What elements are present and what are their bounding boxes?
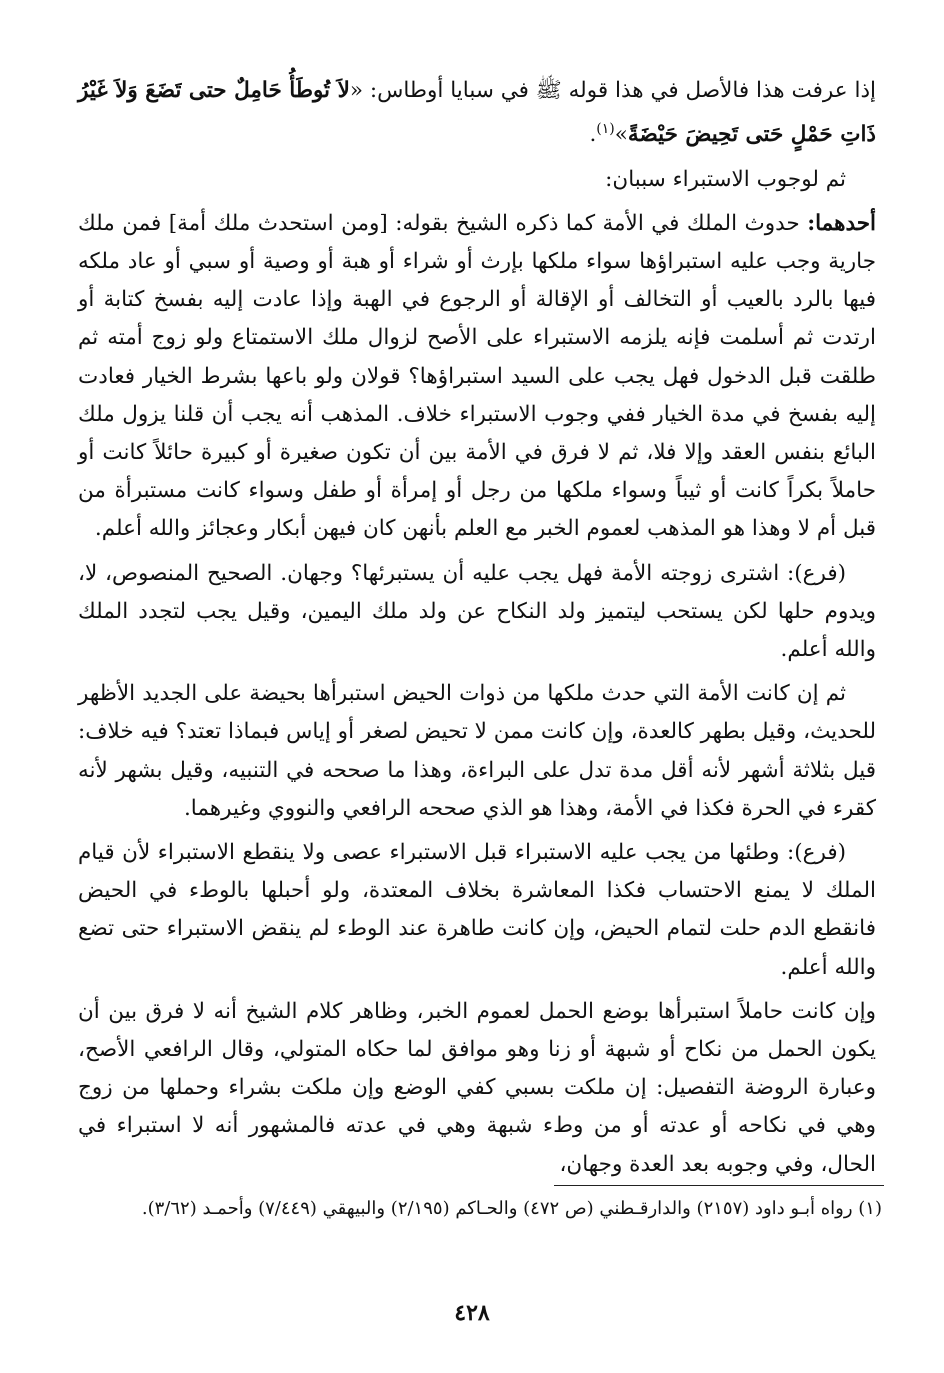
hadith-quote: لاَ تُوطَأُ حَامِلٌ حتى تَضَعَ وَلاَ غَيْرُ ذَاتِ حَمْلٍ حَتى تَحِيضَ حَيْضَةً	[78, 78, 876, 148]
paragraph-pregnancy: وإن كانت حاملاً استبرأها بوضع الحمل لعموم الخبر، وظاهر كلام الشيخ أنه لا فرق بين أن يكون الحمل من نكاح أو شبهة أو زنا وهو موافق لما حكاه المتولي، وقال الرافعي الأصح، وعبارة الروضة التفصيل: إن ملكت بسبي كفي الوضع وإن ملكت بشراء وحملها من زوج وهي في نكاحه أو عدته أو من وطء شبهة وهي في عدته فالمشهور أنه لا استبراء في الحال، وفي وجوبه بعد العدة وجهان،	[78, 998, 876, 1177]
footnote-marker[interactable]: (١)	[596, 121, 615, 138]
paragraph-branch-intercourse: (فرع): وطئها من يجب عليه الاستبراء قبل الاستبراء عصى ولا ينقطع الاستبراء لأن قيام الملك لا يمنع الاحتساب فكذا المعاشرة بخلاف المعتدة، ولو أحبلها بالوطء في الحيض فانقطع الدم حلت لتمام الحيض، وإن كانت طاهرة عند الوطء لم ينقض الاستبراء حتى تضع والله أعلم.	[78, 840, 876, 980]
paragraph-opening	[78, 72, 876, 155]
page-number: ٤٢٨	[454, 1300, 490, 1326]
paragraph-menstruation: ثم إن كانت الأمة التي حدث ملكها من ذوات الحيض استبرأها بحيضة على الجديد الأظهر للحديث، وقيل بطهر كالعدة، وإن كانت ممن لا تحيض لصغر أو إياس فبماذا تعتد؟ فيه خلاف: قيل بثلاثة أشهر لأنه أقل مدة تدل على البراءة، وهذا ما صححه في التنبيه، وقيل بشهر لأنه كقرء في الحرة فكذا في الأمة، وهذا هو الذي صححه الرافعي والنووي وغيرهما.	[77, 681, 876, 821]
paragraph-branch-wife: (فرع): اشترى زوجته الأمة فهل يجب عليه أن يستبرئها؟ وجهان. الصحيح المنصوص، لا، ويدوم حلها لكن يستحب ليتميز ولد النكاح عن ولد ملك اليمين، وقيل يجب لتجدد الملك والله أعلم.	[78, 560, 876, 662]
first-cause-heading: أحدهما:	[807, 210, 876, 236]
opening-end: .	[589, 122, 597, 148]
quote-close: »	[614, 122, 628, 148]
paragraph-causes: ثم لوجوب الاستبراء سببان:	[605, 166, 846, 192]
first-cause-text: حدوث الملك في الأمة كما ذكره الشيخ بقوله: [ومن استحدث ملك أمة] فمن ملك جارية وجب عليه استبراؤها سواء ملكها بإرث أو شراء أو هبة أو وصية أو سبي أو عاد ملكه فيها بالرد بالعيب أو التخالف أو الإقالة أو الرجوع في الهبة وإذا عادت إليه بفسخ كتابة أو ارتدت ثم أسلمت فإنه يلزمه الاستبراء على الأصح لزوال ملك الاستمتاع ولو زوج أمته ثم طلقت قبل الدخول فهل يجب على السيد استبراؤها؟ قولان ولو باعها بشرط الخيار فعادت إليه بفسخ في مدة الخيار ففي وجوب الاستبراء خلاف. المذهب أنه يجب أن قلنا يزول ملك البائع بنفس العقد وإلا فلا، ثم لا فرق في الأمة بين أن تكون صغيرة أو كبيرة حائلاً كانت أو حاملاً بكراً كانت أو ثيباً وسواء ملكها من رجل أو إمرأة أو طفل وسواء كانت مستبرأة من قبل أم لا وهذا هو المذهب لعموم الخبر مع العلم بأنهن كان فيهن أبكار وعجائز والله أعلم.	[78, 210, 876, 542]
footnote: (١) رواه أبـو داود (٢١٥٧) والدارقـطني (ص ٤٧٢) والحـاكم (٢/١٩٥) والبيهقي (٧/٤٤٩) وأحمـد (٣/٦٢).	[141, 1198, 882, 1219]
paragraph-first-cause	[78, 205, 876, 549]
footnote-divider	[554, 1185, 884, 1186]
opening-text: إذا عرفت هذا فالأصل في هذا قوله ﷺ في سبايا أوطاس: «	[349, 78, 876, 103]
